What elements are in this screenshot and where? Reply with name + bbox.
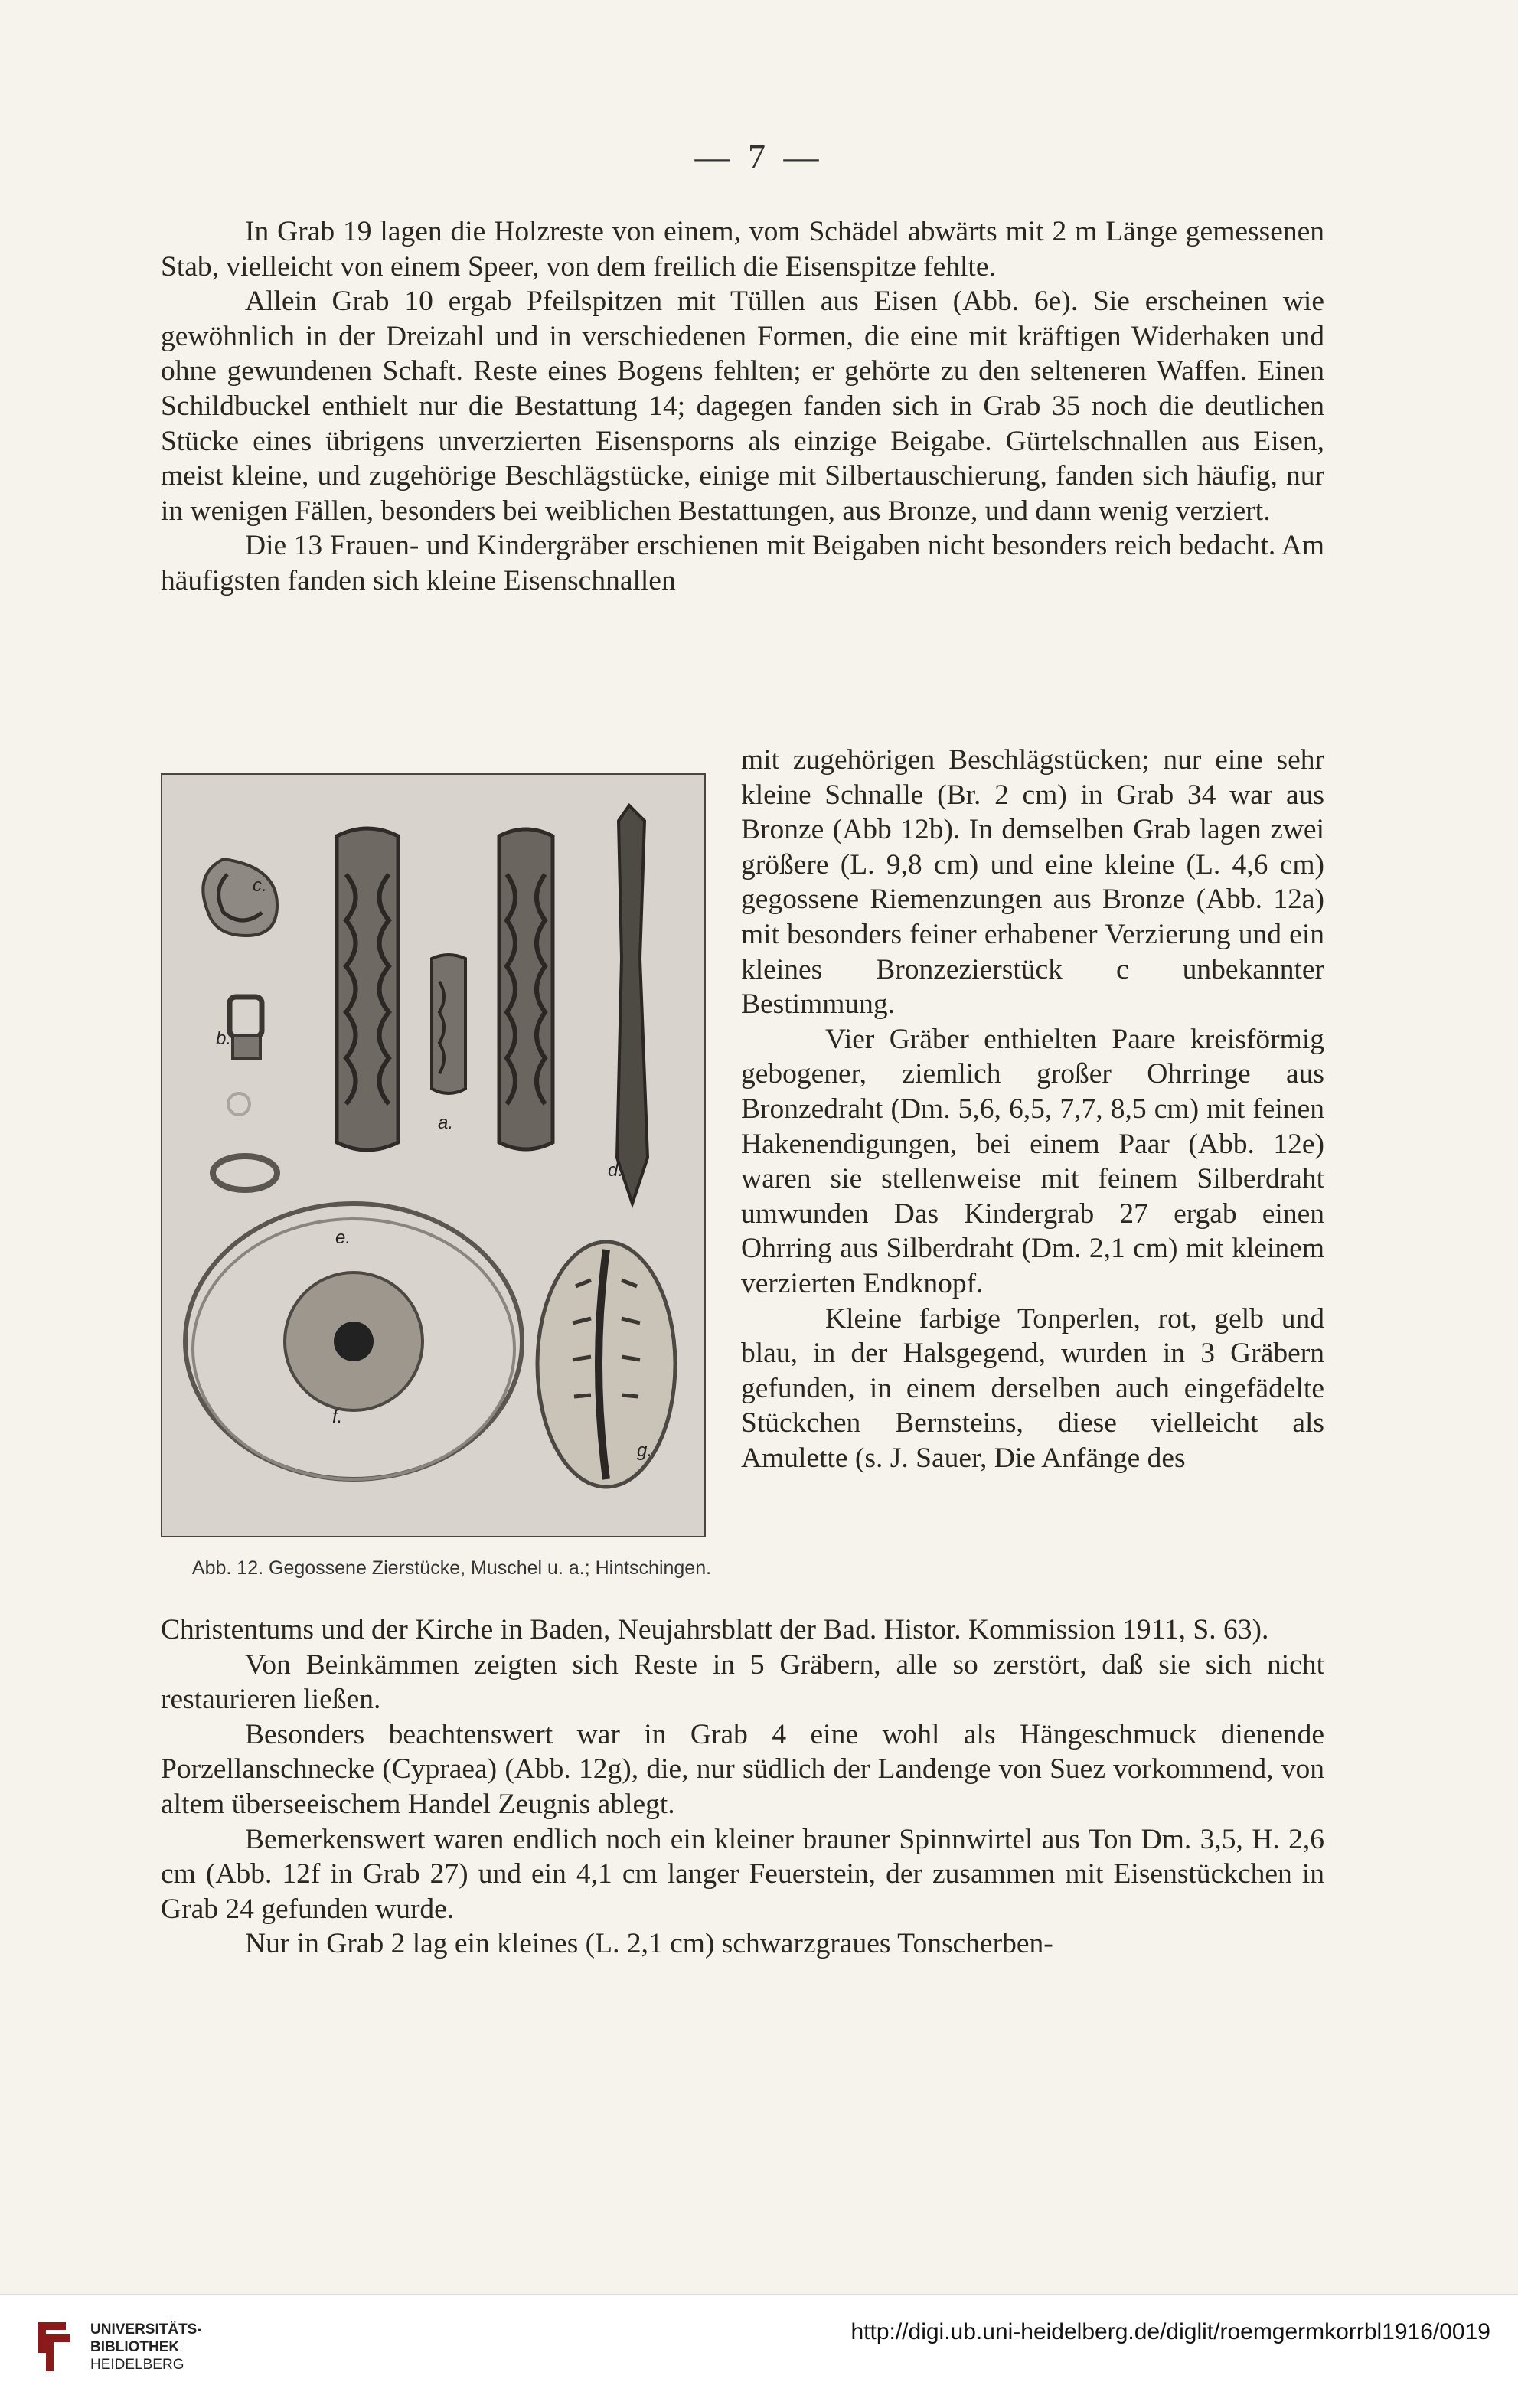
figure-photo — [162, 775, 704, 1536]
paragraph: Christentums und der Kirche in Baden, Neujahrsblatt der Bad. Histor. Kommission 1911, S. 63). — [161, 1614, 1269, 1645]
library-name-line: UNIVERSITÄTS- — [90, 2321, 202, 2338]
paragraph: Nur in Grab 2 lag ein kleines (L. 2,1 cm) schwarzgraues Tonscherben- — [245, 1928, 1053, 1960]
figure-abb-12 — [161, 773, 706, 1537]
paragraph: In Grab 19 lagen die Holzreste von einem, vom Schädel abwärts mit 2 m Länge gemessenen Stab, vielleicht von einem Speer, von dem freilich die Eisenspitze fehlte. — [161, 216, 1324, 283]
paragraph: Vier Gräber enthielten Paare kreisförmig gebogener, ziemlich großer Ohrringe aus Bronzedraht (Dm. 5,6, 6,5, 7,7, 8,5 cm) mit feinen Hakenendigungen, bei einem Paar (Abb. 12e) waren sie stellenweise mit feinem Silberdraht umwunden Das Kindergrab 27 ergab einen Ohrring aus Silberdraht (Dm. 2,1 cm) mit kleinem verzierten Endknopf. — [741, 1023, 1324, 1299]
iron-piece-d — [617, 805, 648, 1204]
paragraph: Allein Grab 10 ergab Pfeilspitzen mit Tüllen aus Eisen (Abb. 6e). Sie erscheinen wie gewöhnlich in der Dreizahl und in verschiedenen Formen, die eine mit kräftigen Widerhaken und ohne gewundenen Schaft. Reste eines Bogens fehlten; er gehörte zu den selteneren Waffen. Einen Schildbuckel enthielt nur die Bestattung 14; dagegen fanden sich in Grab 35 noch die deutlichen Stücke eines übrigens unverzierten Eisensporns als einzige Beigabe. Gürtelschnallen aus Eisen, meist kleine, und zugehörige Beschlägstücke, einige mit Silbertauschierung, fanden sich häufig, nur in wenigen Fällen, besonders bei weiblichen Bestattungen, aus Bronze, und dann wenig verziert. — [161, 286, 1324, 527]
page-number: — 7 — — [694, 137, 824, 176]
library-name — [90, 2321, 202, 2374]
strap-end-a-small — [432, 955, 465, 1093]
paragraph: Bemerkenswert waren endlich noch ein kleiner brauner Spinnwirtel aus Ton Dm. 3,5, H. 2,6 cm (Abb. 12f in Grab 27) und ein 4,1 cm langer Feuerstein, der zusammen mit Eisenstückchen in Grab 24 gefunden wurde. — [161, 1823, 1324, 1925]
figure-label-f: f. — [332, 1407, 343, 1427]
paragraph: Besonders beachtenswert war in Grab 4 eine wohl als Hängeschmuck dienende Porzellanschnecke (Cypraea) (Abb. 12g), die, nur südlich der Landenge von Suez vorkommend, von altem überseeischem Handel Zeugnis ablegt. — [161, 1718, 1324, 1820]
spindle-whorl-f — [285, 1273, 423, 1410]
figure-label-g: g. — [637, 1440, 653, 1461]
body-text-right-column — [741, 743, 1324, 1475]
strap-end-a-large-2 — [499, 829, 553, 1149]
library-footer — [0, 2294, 1518, 2408]
paragraph: Kleine farbige Tonperlen, rot, gelb und blau, in der Halsgegend, wurden in 3 Gräbern gefunden, in einem derselben auch eingefädelte Stückchen Bernsteins, diese vielleicht als Amulette (s. J. Sauer, Die Anfänge des — [741, 1302, 1324, 1474]
library-name-line: HEIDELBERG — [90, 2357, 184, 2373]
figure-label-a: a. — [438, 1113, 454, 1133]
figure-label-b: b. — [216, 1028, 232, 1049]
library-name-line: BIBLIOTHEK — [90, 2339, 180, 2355]
library-logo-icon — [31, 2316, 78, 2377]
cowrie-shell-g — [537, 1242, 675, 1487]
paragraph: Die 13 Frauen- und Kindergräber erschienen mit Beigaben nicht besonders reich bedacht. Am häufigsten fanden sich kleine Eisenschnallen — [161, 530, 1324, 596]
source-url-link[interactable]: http://digi.ub.uni-heidelberg.de/diglit/roemgermkorrbl1916/0019 — [850, 2319, 1490, 2344]
body-text-top — [161, 214, 1324, 599]
figure-label-e: e. — [335, 1227, 351, 1248]
figure-caption: Abb. 12. Gegossene Zierstücke, Muschel u. a.; Hintschingen. — [191, 1557, 712, 1579]
body-text-bottom — [161, 1612, 1324, 1962]
figure-label-d: d. — [608, 1160, 624, 1181]
figure-label-c: c. — [253, 875, 267, 896]
paragraph: Von Beinkämmen zeigten sich Reste in 5 Gräbern, alle so zerstört, daß sie sich nicht restaurieren ließen. — [161, 1648, 1324, 1716]
strap-end-a-large-1 — [337, 828, 398, 1150]
paragraph: mit zugehörigen Beschlägstücken; nur eine sehr kleine Schnalle (Br. 2 cm) in Grab 34 war aus Bronze (Abb 12b). In demselben Grab lagen zwei größere (L. 9,8 cm) und eine kleine (L. 4,6 cm) gegossene Riemenzungen aus Bronze (Abb. 12a) mit besonders feiner erhabener Verzierung und ein kleines Bronzezierstück c unbekannter Bestimmung. — [741, 744, 1324, 1021]
